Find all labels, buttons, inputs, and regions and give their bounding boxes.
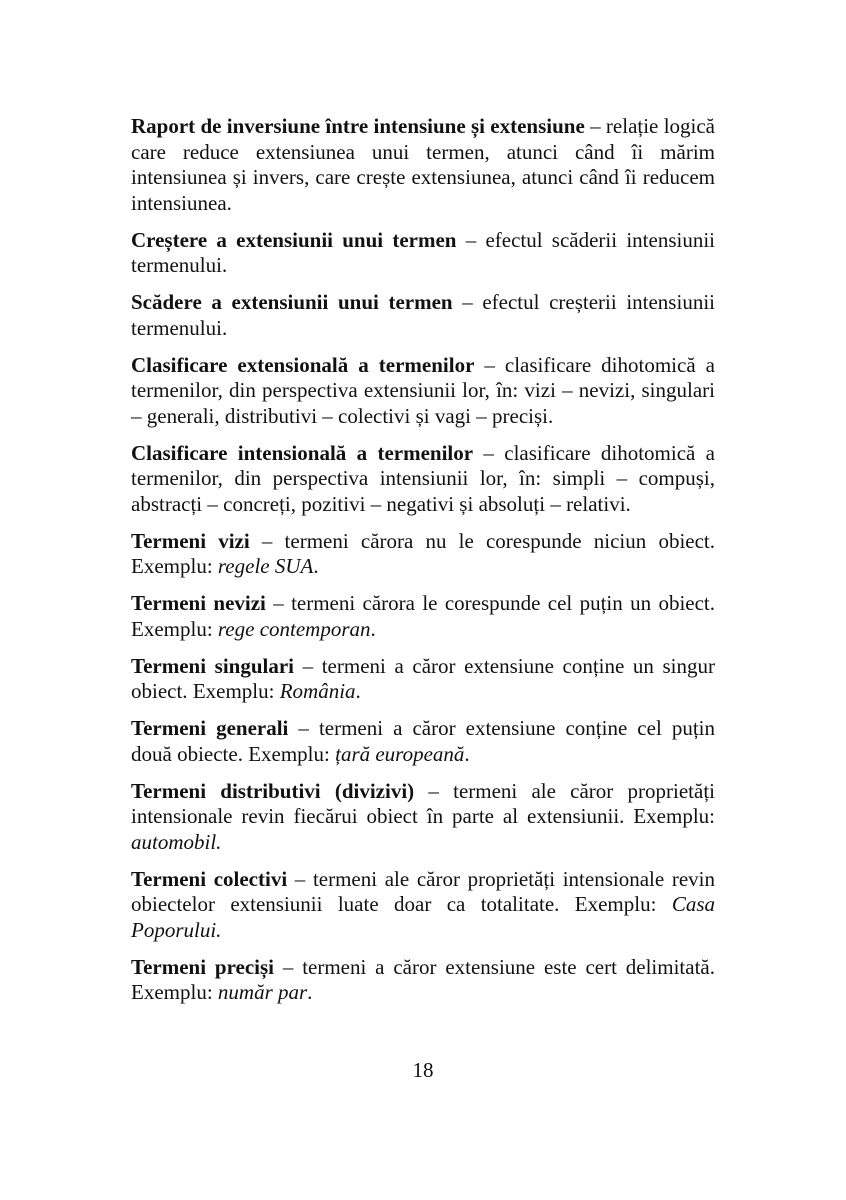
entry-term: Termeni colectivi <box>131 866 288 891</box>
entry-term: Termeni nevizi <box>131 591 266 615</box>
page-number: 18 <box>412 1058 434 1082</box>
entry-term: Termeni generali <box>131 716 289 740</box>
glossary-entry-inversion-ratio <box>131 114 715 216</box>
example-text: România <box>279 679 356 703</box>
entry-definition: – termeni ale căror proprietăți intensionale revin obiectelor extensiunii luate doar ca totalitate. <box>131 866 715 916</box>
glossary-entry-distributive-terms <box>131 779 715 856</box>
glossary-entry-general-terms <box>131 716 715 767</box>
example-text: rege contemporan <box>217 616 371 641</box>
example-label: Exemplu: <box>248 741 336 766</box>
glossary-page-body <box>131 114 715 1017</box>
example-label: Exemplu: <box>633 804 715 828</box>
glossary-entry-extension-decrease <box>131 290 715 341</box>
entry-definition: – relație logică care reduce extensiunea unui termen, atunci când îi mărim intensiunea și invers, care crește extensiunea, atunci când îi reducem intensiunea. <box>131 114 715 215</box>
example-text: automobil. <box>131 829 222 854</box>
entry-definition: – clasificare dihotomică a termenilor, din perspectiva intensiunii lor, în: simpli – compuși, abstracți – concreți, pozitivi – negativi și absoluți – relativi. <box>131 440 715 516</box>
entry-definition: – termeni a căror extensiune este cert delimitată. <box>274 954 715 979</box>
example-punctuation: . <box>355 679 361 703</box>
example-punctuation: . <box>307 980 313 1004</box>
example-label: Exemplu: <box>131 980 218 1004</box>
example-label: Exemplu: <box>192 679 280 703</box>
entry-term: Termeni preciși <box>131 954 274 979</box>
example-text: regele SUA <box>217 554 314 578</box>
glossary-entry-collective-terms <box>131 867 715 944</box>
glossary-entry-extensional-classification <box>131 353 715 430</box>
entry-definition: – termeni ale căror proprietăți intensionale revin fiecărui obiect în parte al extensiunii. <box>131 778 715 828</box>
entry-definition: – termeni a căror extensiune conține cel puțin două obiecte. <box>131 716 715 766</box>
example-punctuation: . <box>370 616 376 641</box>
entry-term: Termeni vizi <box>131 528 250 553</box>
entry-definition: – efectul scăderii intensiunii termenului. <box>131 227 715 277</box>
entry-term: Raport de inversiune între intensiune și extensiune <box>131 114 585 138</box>
glossary-entry-singular-terms <box>131 654 715 705</box>
example-label: Exemplu: <box>131 616 218 641</box>
example-text: Casa Poporului. <box>131 892 715 942</box>
glossary-entry-empty-terms <box>131 529 715 580</box>
example-punctuation: . <box>313 554 319 578</box>
example-text: țară europeană <box>335 741 465 766</box>
example-label: Exemplu: <box>131 554 218 578</box>
example-punctuation: . <box>464 741 470 766</box>
entry-definition: – efectul creșterii intensiunii termenului. <box>131 290 715 340</box>
example-label: Exemplu: <box>574 892 672 916</box>
entry-term: Termeni singulari <box>131 653 295 678</box>
glossary-entry-precise-terms <box>131 955 715 1006</box>
entry-definition: – clasificare dihotomică a termenilor, din perspectiva extensiunii lor, în: vizi – nevizi, singulari – generali, distributivi – colectivi și vagi – preciși. <box>131 352 715 428</box>
entry-term: Clasificare extensională a termenilor <box>131 352 475 377</box>
entry-definition: – termeni a căror extensiune conține un singur obiect. <box>131 653 716 703</box>
entry-term: Termeni distributivi (divizivi) <box>131 778 415 803</box>
entry-definition: – termeni cărora le corespunde cel puțin un obiect. <box>265 591 716 615</box>
entry-term: Scădere a extensiunii unui termen <box>131 290 453 314</box>
glossary-entry-non-empty-terms <box>131 591 715 642</box>
entry-term: Creștere a extensiunii unui termen <box>131 227 457 252</box>
entry-definition: – termeni cărora nu le corespunde niciun obiect. <box>249 528 716 553</box>
entry-term: Clasificare intensională a termenilor <box>131 440 474 465</box>
example-text: număr par <box>217 980 308 1004</box>
glossary-entry-intensional-classification <box>131 441 715 518</box>
glossary-entry-extension-increase <box>131 228 715 279</box>
